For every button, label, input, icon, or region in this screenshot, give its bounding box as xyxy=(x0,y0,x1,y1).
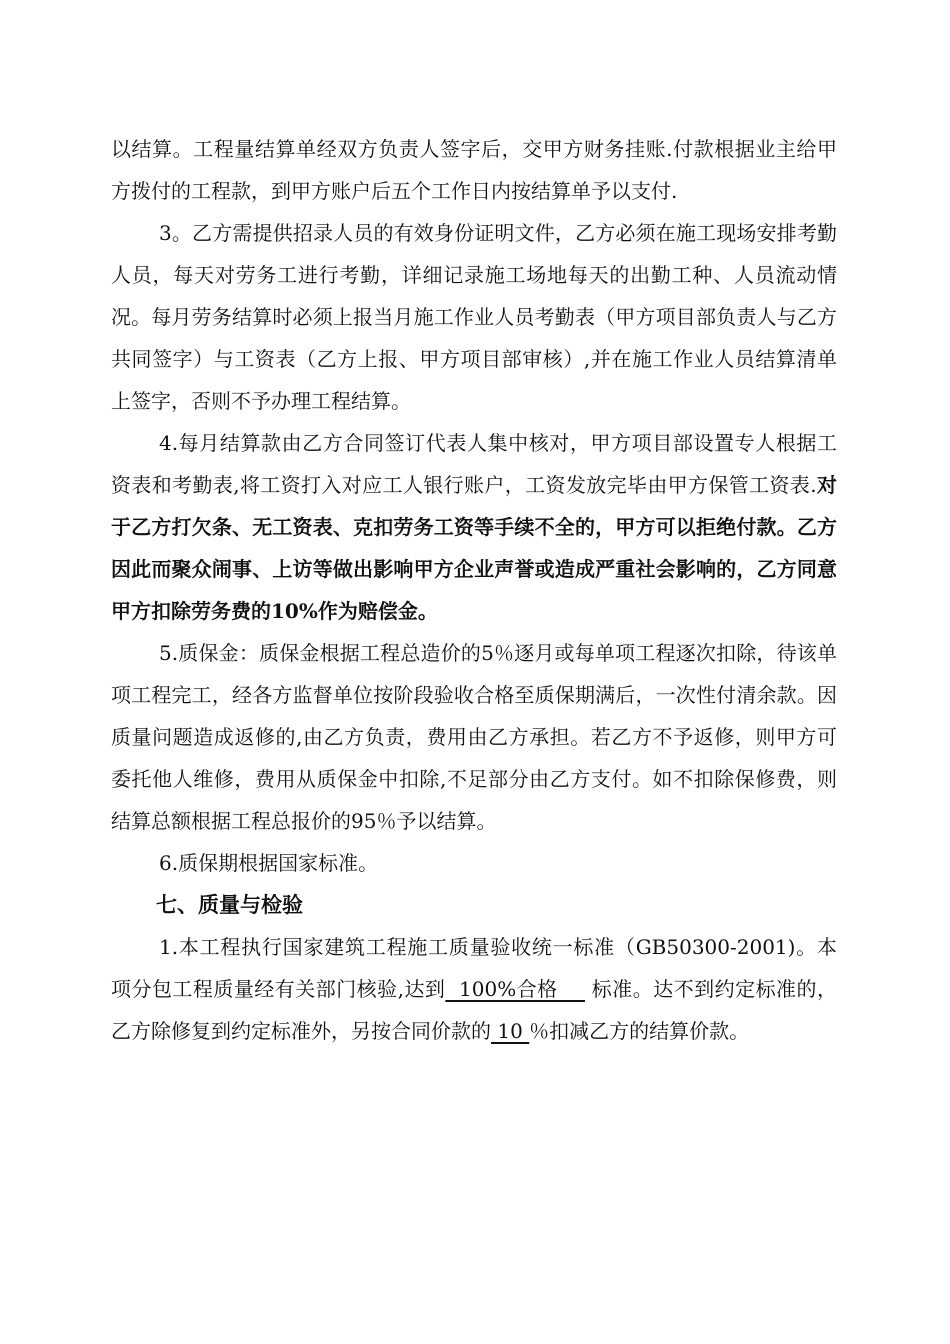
paragraph-quality-1 xyxy=(111,926,837,1052)
paragraph-clause-3: 3。乙方需提供招录人员的有效身份证明文件，乙方必须在施工现场安排考勤人员，每天对劳务工进行考勤，详细记录施工场地每天的出勤工种、人员流动情况。每月劳务结算时必须上报当月施工作业人员考勤表（甲方项目部负责人与乙方共同签字）与工资表（乙方上报、甲方项目部审核）,并在施工作业人员结算清单上签字，否则不予办理工程结算。 xyxy=(111,221,837,413)
quality-1-text-c: ％扣减乙方的结算价款。 xyxy=(529,1019,750,1043)
paragraph-settlement-continued: 以结算。工程量结算单经双方负责人签字后，交甲方财务挂账.付款根据业主给甲方拨付的工程款，到甲方账户后五个工作日内按结算单予以支付. xyxy=(111,137,837,203)
quality-standard-blank: 100%合格 xyxy=(445,977,585,1001)
paragraph-clause-5: 5.质保金：质保金根据工程总造价的5％逐月或每单项工程逐次扣除，待该单项工程完工，经各方监督单位按阶段验收合格至质保期满后，一次性付清余款。因质量问题造成返修的,由乙方负责，费用由乙方承担。若乙方不予返修，则甲方可委托他人维修，费用从质保金中扣除,不足部分由乙方支付。如不扣除保修费，则结算总额根据工程总报价的95％予以结算。 xyxy=(111,641,837,833)
clause-4-text: 4.每月结算款由乙方合同签订代表人集中核对，甲方项目部设置专人根据工资表和考勤表,将工资打入对应工人银行账户，工资发放完毕由甲方保管工资表. xyxy=(111,431,837,497)
clause-4-bold-text: 对于乙方打欠条、无工资表、克扣劳务工资等手续不全的，甲方可以拒绝付款。乙方因此而聚众闹事、上访等做出影响甲方企业声誉或造成严重社会影响的，乙方同意甲方扣除劳务费的10%作为赔偿金。 xyxy=(111,473,838,623)
document-body xyxy=(111,128,837,1052)
paragraph-clause-6: 6.质保期根据国家标准。 xyxy=(159,851,379,875)
paragraph-clause-4 xyxy=(111,422,837,632)
quality-1-text-b: 标准。达不到约定标准的，乙方除修复到约定标准外，另按合同价款的 xyxy=(111,977,837,1043)
section-heading-7: 七、质量与检验 xyxy=(156,893,303,917)
quality-1-text-a: 1.本工程执行国家建筑工程施工质量验收统一标准（GB50300-2001)。本项分包工程质量经有关部门核验,达到 xyxy=(111,935,837,1001)
deduction-percent-blank: 10 xyxy=(491,1019,530,1043)
